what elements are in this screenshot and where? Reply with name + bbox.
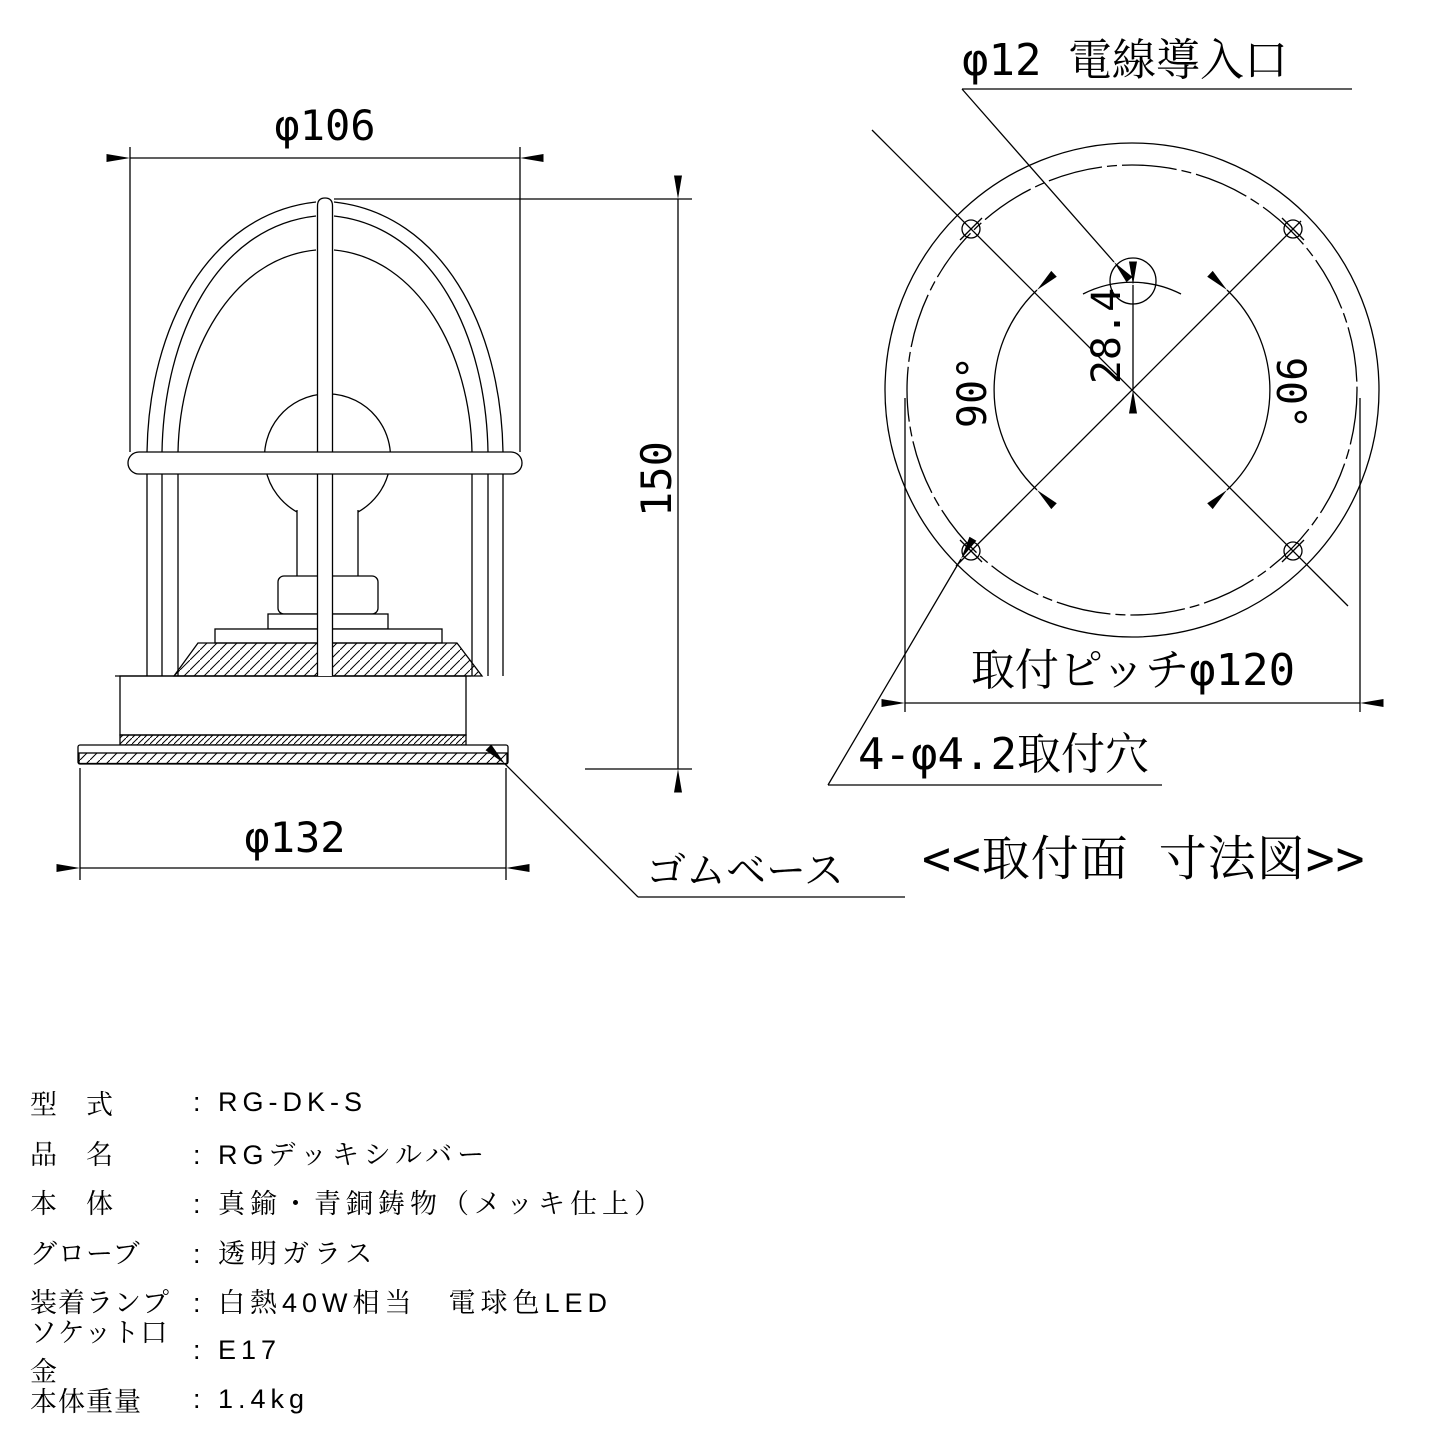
dim-label-150: 150 <box>632 441 681 517</box>
angle-label-left: 90° <box>950 355 996 429</box>
dim-label-pitch: 取付ピッチφ120 <box>970 645 1296 696</box>
dim-label-phi132: φ132 <box>244 813 346 862</box>
cage-center-pole <box>318 198 333 676</box>
spec-row-body <box>30 1177 666 1227</box>
spec-label: グローブ <box>30 1238 141 1269</box>
base-body <box>115 676 471 735</box>
angle-arc-right <box>1227 290 1270 490</box>
holes-label: 4-φ4.2取付穴 <box>858 729 1149 780</box>
spec-label: 本 体 <box>30 1189 114 1220</box>
mount-view-title: <<取付面 寸法図>> <box>922 831 1366 887</box>
gasket-strip-hatched <box>120 735 466 745</box>
angle-arc-left <box>994 290 1037 490</box>
spec-label: 本体重量 <box>30 1387 142 1418</box>
spec-value: : 白熱40W相当 電球色LED <box>193 1288 613 1319</box>
spec-value: : 1.4kg <box>193 1384 310 1415</box>
dim-label-28-4: 28.4 <box>1084 287 1130 385</box>
spec-row-name <box>30 1128 666 1178</box>
spec-row-weight <box>30 1375 666 1425</box>
spec-label: ソケット口金 <box>30 1318 169 1388</box>
angle-label-right: 90° <box>1267 356 1313 430</box>
side-view <box>78 147 905 897</box>
spec-label: 品 名 <box>30 1139 114 1170</box>
spec-label: 装着ランプ <box>30 1288 170 1319</box>
spec-label: 型 式 <box>30 1090 114 1121</box>
spec-value: : E17 <box>193 1334 282 1365</box>
spec-row-model <box>30 1078 666 1128</box>
cage-ring <box>128 452 522 474</box>
wire-entry-label: φ12 電線導入口 <box>962 35 1288 86</box>
rubber-base-disc <box>78 745 508 764</box>
spec-value: : RGデッキシルバー <box>193 1139 490 1170</box>
spec-row-globe <box>30 1227 666 1277</box>
wire-entry-leader <box>962 89 1352 262</box>
rubber-base-label: ゴムベース <box>646 848 844 894</box>
spec-row-socket <box>30 1318 666 1388</box>
spec-value: : 透明ガラス <box>193 1238 378 1269</box>
dim-label-phi106: φ106 <box>274 101 376 150</box>
spec-value: : 真鍮・青銅鋳物（メッキ仕上） <box>193 1189 667 1220</box>
spec-value: : RG-DK-S <box>193 1087 368 1118</box>
spec-table <box>30 1078 666 1425</box>
